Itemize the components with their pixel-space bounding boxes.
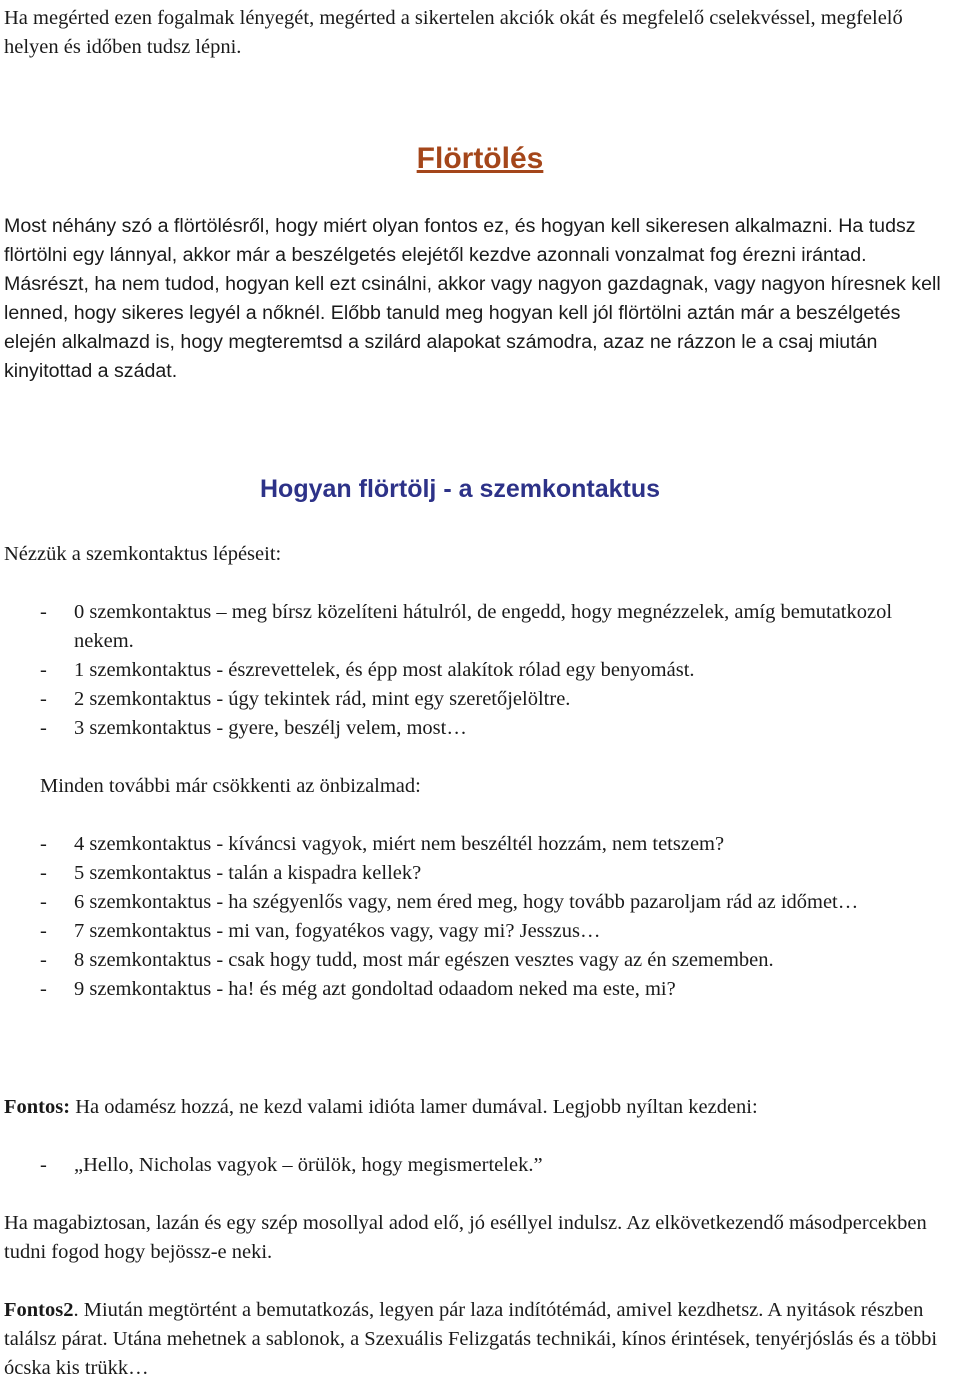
intro-paragraph: Ha megérted ezen fogalmak lényegét, megérted a sikertelen akciók okát és megfelelő cselekvéssel, megfelelő helyen és időben tudsz lépni. bbox=[4, 7, 903, 58]
list-item bbox=[40, 656, 956, 685]
list-item bbox=[40, 917, 956, 946]
fontos-text: Ha odamész hozzá, ne kezd valami idióta lamer dumával. Legjobb nyíltan kezdeni: bbox=[70, 1096, 758, 1118]
eye-contact-list-2 bbox=[40, 830, 956, 1004]
fontos2-text: . Miután megtörtént a bemutatkozás, legyen pár laza indítótémád, amivel kezdhetsz. A nyitások részben találsz párat. Utána mehetnek a sablonok, a Szexuális Felizgatás technikái, kínos érintések, tenyérjóslás és a többi ócska kis trükk… bbox=[4, 1299, 938, 1379]
fontos-paragraph bbox=[4, 1093, 956, 1122]
list-item bbox=[40, 1151, 956, 1180]
list-item-text: 7 szemkontaktus - mi van, fogyatékos vagy, vagy mi? Jesszus… bbox=[74, 920, 601, 942]
list-dash: - bbox=[40, 949, 47, 971]
list-item bbox=[40, 598, 956, 656]
list-dash: - bbox=[40, 601, 47, 623]
confident-paragraph: Ha magabiztosan, lazán és egy szép mosollyal adod elő, jó eséllyel indulsz. Az elkövetkezendő másodpercekben tudni fogod hogy bejössz-e neki. bbox=[4, 1212, 927, 1263]
list-item bbox=[40, 830, 956, 859]
list-item-text: 9 szemkontaktus - ha! és még azt gondoltad odaadom neked ma este, mi? bbox=[74, 978, 676, 1000]
list-dash: - bbox=[40, 891, 47, 913]
list-dash: - bbox=[40, 862, 47, 884]
list-item-text: 4 szemkontaktus - kíváncsi vagyok, miért nem beszéltél hozzám, nem tetszem? bbox=[74, 833, 725, 855]
fontos2-label: Fontos2 bbox=[4, 1299, 74, 1321]
list-item bbox=[40, 859, 956, 888]
list-dash: - bbox=[40, 1154, 47, 1176]
list-intro-2: Minden további már csökkenti az önbizalmad: bbox=[40, 775, 421, 797]
list-item-text: 0 szemkontaktus – meg bírsz közelíteni hátulról, de engedd, hogy megnézzelek, amíg bemutatkozol nekem. bbox=[74, 601, 893, 652]
list-item-text: 6 szemkontaktus - ha szégyenlős vagy, nem éred meg, hogy tovább pazaroljam rád az időmet… bbox=[74, 891, 859, 913]
list-dash: - bbox=[40, 659, 47, 681]
list-item-text: 5 szemkontaktus - talán a kispadra kellek? bbox=[74, 862, 422, 884]
fontos2-paragraph bbox=[4, 1296, 956, 1383]
quote-list bbox=[40, 1151, 956, 1180]
fontos-label: Fontos: bbox=[4, 1096, 71, 1118]
list-dash: - bbox=[40, 978, 47, 1000]
heading-flortoles: Flörtölés bbox=[416, 142, 544, 175]
list-item bbox=[40, 888, 956, 917]
list-item bbox=[40, 714, 956, 743]
quote-text: „Hello, Nicholas vagyok – örülök, hogy megismertelek.” bbox=[74, 1154, 543, 1176]
list-dash: - bbox=[40, 717, 47, 739]
list-item bbox=[40, 685, 956, 714]
list-dash: - bbox=[40, 833, 47, 855]
list-item bbox=[40, 946, 956, 975]
list-item-text: 8 szemkontaktus - csak hogy tudd, most már egészen vesztes vagy az én szememben. bbox=[74, 949, 774, 971]
list-item-text: 3 szemkontaktus - gyere, beszélj velem, most… bbox=[74, 717, 467, 739]
steps-intro: Nézzük a szemkontaktus lépéseit: bbox=[4, 543, 282, 565]
list-item-text: 2 szemkontaktus - úgy tekintek rád, mint egy szeretőjelöltre. bbox=[74, 688, 571, 710]
heading-szemkontaktus: Hogyan flörtölj - a szemkontaktus bbox=[260, 475, 661, 503]
list-dash: - bbox=[40, 688, 47, 710]
list-dash: - bbox=[40, 920, 47, 942]
list-item-text: 1 szemkontaktus - észrevettelek, és épp most alakítok rólad egy benyomást. bbox=[74, 659, 695, 681]
eye-contact-list-1 bbox=[40, 598, 956, 743]
list-item bbox=[40, 975, 956, 1004]
flortoles-paragraph: Most néhány szó a flörtölésről, hogy miért olyan fontos ez, és hogyan kell sikeresen alkalmazni. Ha tudsz flörtölni egy lánnyal, akkor már a beszélgetés elejétől kezdve azonnali vonzalmat fog érezni irántad. Másrészt, ha nem tudod, hogyan kell ezt csinálni, akkor vagy nagyon gazdagnak, vagy nagyon híresnek kell lenned, hogy sikeres legyél a nőknél. Előbb tanuld meg hogyan kell jól flörtölni aztán már a beszélgetés elején alkalmazd is, hogy megteremtsd a szilárd alapokat számodra, azaz ne rázzon le a csaj miután kinyitottad a szádat. bbox=[4, 215, 941, 382]
